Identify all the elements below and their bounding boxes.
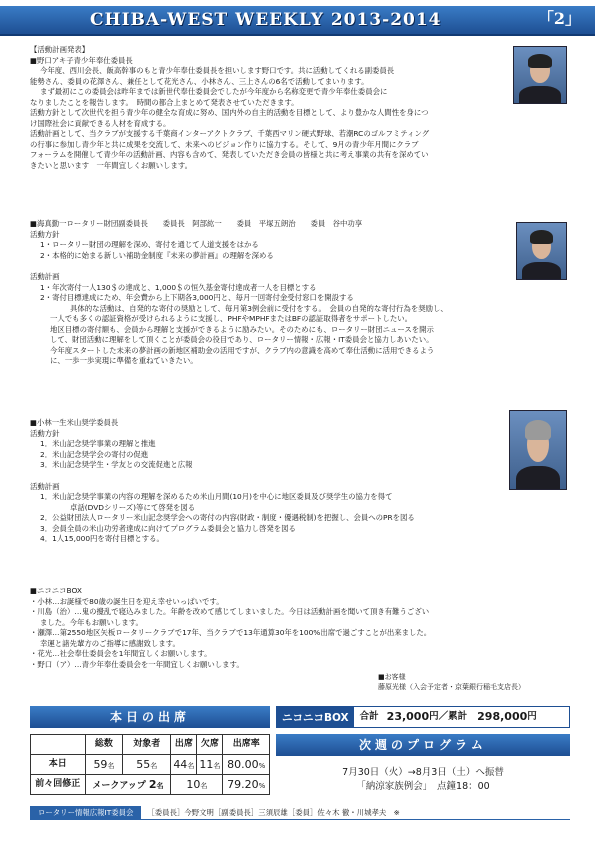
newsletter-title: CHIBA-WEST WEEKLY 2013-2014 <box>90 10 442 30</box>
table-cell: 80.00% <box>223 755 270 775</box>
table-header: 対象者 <box>123 735 171 755</box>
nico-box-total <box>276 706 570 728</box>
paragraph-line: 地区目標の寄付額も、会員から理解と支援ができるように励みたい。そのためにも、ロータリー財団ニュースを開示 <box>50 324 434 334</box>
section-label: 【活動計画発表】 <box>30 45 90 54</box>
committee-footer <box>30 806 570 820</box>
section-heading: ■海真勤一ロータリー財団副委員長 委員長 阿部紘一 委員 平塚五朗治 委員 谷中功享 <box>30 219 363 228</box>
table-cell: 59名 <box>85 755 123 775</box>
next-program-title: 次週のプログラム <box>276 734 570 756</box>
paragraph-line: フォーラムを開催して青少年の活動計画、内容も含めて、発表していただき会員の皆様と共に考え事業の共有を深めてい <box>30 150 429 160</box>
yoneyama-scholarship-section <box>30 418 570 545</box>
total-value: 23,000 <box>386 710 430 724</box>
list-item: ・花光…社会奉仕委員会を1年間宜しくお願いします。 <box>30 649 212 659</box>
table-cell: 55名 <box>123 755 171 775</box>
paragraph-line: 能勢さん、委員の花澤さん、兼任として花光さん、小林さん、三上さんの6名で活動してまいります。 <box>30 76 369 86</box>
list-item: 4．1人15,000円を寄付目標とする。 <box>40 534 164 544</box>
list-item: 1・ロータリー財団の理解を深め、寄付を通じて人道支援をはかる <box>40 240 259 250</box>
guest-name: 藤原光様（入会予定者・京葉銀行稲毛支店長） <box>378 682 525 691</box>
paragraph-line: なりましたことを報告します。 時間の都合上まとめて発表させていただきます。 <box>30 97 299 107</box>
total-unit: 円 <box>429 711 439 723</box>
list-item: 3．米山記念奨学生・学友との交流促進と広報 <box>40 460 193 470</box>
attendance-table <box>30 734 270 795</box>
list-item: 1．米山記念奨学事業の内容の理解を深めるため米山月間(10月)を中心に地区委員及び奨学生の協力を得て <box>40 492 393 502</box>
total-label: 合計 <box>359 711 379 723</box>
footer-members: ［委員長］今野文明［副委員長］三須辰雄［委員］佐々木 徹・川城孝夫 ※ <box>141 806 570 820</box>
table-header: 総数 <box>85 735 123 755</box>
table-cell: 79.20% <box>223 775 270 795</box>
issue-number: 「2」 <box>537 9 581 28</box>
paragraph-line: の行事に参加し青少年と共に成果を交流して、未来へのビジョン作りに協力する。そして、9月の青少年月間にクラブ <box>30 139 419 149</box>
list-item: 3．会員全員の米山功労者達成に向けてプログラム委員会と協力し啓発を図る <box>40 523 296 533</box>
paragraph-line: 今年度、西川会長、飯高幹事のもと青少年奉仕委員長を担いします野口です。共に活動してくれる副委員長 <box>40 66 395 76</box>
section-heading: ■ニコニコBOX <box>30 586 82 595</box>
paragraph-line: 活動方針として次世代を担う青少年の健全な育成に努め、国内外の自主的活動を目標として、より豊かな人間性を身につ <box>30 108 429 118</box>
paragraph-line: して、財団活動に理解をして頂くことが委員会の役目であり、ロータリー情報・広報・IT委員会と協力しあいたい。 <box>50 335 434 345</box>
section-heading: ■野口アキ子青少年奉仕委員長 <box>30 55 133 65</box>
table-header: 欠席 <box>197 735 223 755</box>
table-cell: 10名 <box>171 775 223 795</box>
section-heading: ■小林一生米山奨学委員長 <box>30 418 119 427</box>
makeup-label: メークアップ 2名 <box>85 775 171 795</box>
youth-service-section <box>30 45 570 171</box>
list-item: 1．米山記念奨学事業の理解と推進 <box>40 439 156 449</box>
list-item: 2．公益財団法人ロータリー米山記念奨学会への寄付の内容(財政・制度・優遇税制)を把握し、会員へのPRを図る <box>40 513 415 523</box>
attendance-panel <box>30 706 270 795</box>
paragraph-line: 具体的な活動は、自発的な寄付の奨励として、毎月第3例会前に受付をする。 会員の自発的な寄付行為を奨励し、 <box>70 303 448 313</box>
list-item: ・小林…お誕様で80歳の誕生日を迎え幸せいっぱいです。 <box>30 596 224 606</box>
list-item: 1・年次寄付一人130＄の達成と、1,000＄の恒久基金寄付達成者一人を目標とする <box>40 282 317 292</box>
row-label-today: 本日 <box>31 755 86 775</box>
list-item: ・川島（治）…鬼の攪乱で寝込みました。年齢を改めて感じてしまいました。今日は活動計画を聞いて頂き有難うござい <box>30 607 430 617</box>
summary-panel <box>276 706 570 795</box>
program-event: 「納涼家族例会」 点鐘18：00 <box>356 781 490 793</box>
subheading: 活動計画 <box>30 481 60 491</box>
paragraph-line: きたいと思います 一年間宜しくお願いします。 <box>30 160 193 170</box>
paragraph-line: に、一歩一歩実現に準備を重ねていきたい。 <box>50 356 198 366</box>
guest-label: ■お客様 <box>378 673 406 681</box>
paragraph-line: ました。今年もお願いします。 <box>40 617 143 627</box>
list-item: ・瀬澤…第2550地区矢板ロータリークラブで17年、当クラブで13年通算30年を100%出席で過ごすことが出来ました。 <box>30 628 432 638</box>
list-item: ・野口（ア）…青少年奉仕委員会を一年間宜しくお願いします。 <box>30 659 244 669</box>
cumulative-unit: 円 <box>527 711 537 723</box>
table-header: 出席 <box>171 735 197 755</box>
paragraph-line: 今年度スタートした未来の夢計画の新地区補助金の活用ですが、クラブ内の意識を高めて奉仕活動に活用できるよう <box>50 345 435 355</box>
paragraph-line: 卓話(DVDシリーズ)等にて啓発を図る <box>70 502 196 512</box>
newsletter-header <box>0 0 595 36</box>
row-label-prev: 前々回修正 <box>31 775 86 795</box>
table-header: 出席率 <box>223 735 270 755</box>
subheading: 活動計画 <box>30 272 60 282</box>
paragraph-line: け国際社会に貢献できる人材を育成する。 <box>30 118 171 128</box>
list-item: 2・寄付目標達成にため、年会費から上下期各3,000円と、毎月一回寄付金受付窓口を開設する <box>40 293 354 303</box>
paragraph-line: まず最初にこの委員会は昨年までは新世代奉仕委員会でしたが今年度から名称変更で青少年奉仕委員会に <box>40 87 388 97</box>
paragraph-line: 活動計画として、当クラブが支援する千葉商インターアクトクラブ、千葉西マリン硬式野球、若潮RCのゴルフミティング <box>30 129 430 139</box>
nico-box-section <box>30 586 570 670</box>
list-item: 2・本格的に始まる新しい補助金制度『未来の夢計画』の理解を深める <box>40 250 274 260</box>
next-program-details <box>276 766 570 795</box>
footer-label: ロータリー情報広報IT委員会 <box>30 806 141 820</box>
subheading: 活動方針 <box>30 428 60 438</box>
table-cell: 44名 <box>171 755 197 775</box>
attendance-title: 本日の出席 <box>30 706 270 728</box>
nico-box-tag: ニコニコBOX <box>277 707 354 727</box>
subheading: 活動方針 <box>30 229 60 239</box>
cumulative-label: ／累計 <box>438 711 468 723</box>
program-date: 7月30日（火）→8月3日（土）へ振替 <box>342 767 504 778</box>
table-header-blank <box>31 735 86 755</box>
paragraph-line: 幸運と諸先輩方のご指導に感謝致します。 <box>40 638 180 648</box>
guest-note <box>378 673 525 693</box>
list-item: 2．米山記念奨学会の寄付の促進 <box>40 449 149 459</box>
rotary-foundation-section <box>30 219 570 367</box>
cumulative-value: 298,000 <box>477 710 528 724</box>
paragraph-line: 一人でも多くの認証資格が受けられるように支援し、PHFやMPHFまたはBFの認証取得者をサポートしたい。 <box>50 314 413 324</box>
table-cell: 11名 <box>197 755 223 775</box>
